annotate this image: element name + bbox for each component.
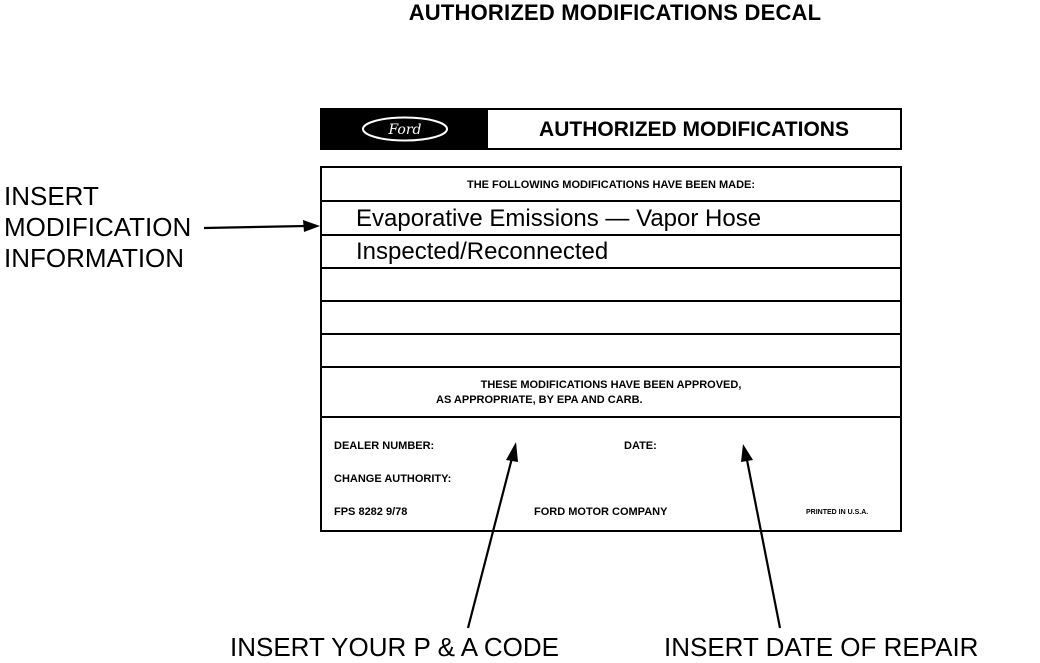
arrow-modification-info — [204, 226, 306, 228]
date-label: DATE: — [624, 440, 657, 452]
modification-line-1: Evaporative Emissions — Vapor Hose — [322, 202, 900, 236]
intro-text: THE FOLLOWING MODIFICATIONS HAVE BEEN MADE: — [322, 168, 900, 202]
arrow-pa-code — [468, 458, 512, 628]
modification-line-2: Inspected/Reconnected — [322, 235, 900, 269]
arrowhead-pa-code — [506, 442, 518, 462]
callout-modification-info-line-2: MODIFICATION — [4, 212, 192, 242]
ford-logo-text: Ford — [388, 122, 422, 138]
printed-in-usa: PRINTED IN U.S.A. — [806, 509, 869, 516]
dealer-number-label: DEALER NUMBER: — [334, 440, 435, 452]
company-name: FORD MOTOR COMPANY — [534, 506, 668, 518]
callout-modification-info-line-3: INFORMATION — [4, 243, 185, 273]
arrow-repair-date — [747, 460, 780, 628]
change-authority-label: CHANGE AUTHORITY: — [334, 473, 452, 485]
callout-repair-date: INSERT DATE OF REPAIR — [664, 632, 979, 662]
arrowhead-repair-date — [741, 444, 753, 462]
callout-pa-code: INSERT YOUR P & A CODE — [230, 632, 559, 662]
page-title: AUTHORIZED MODIFICATIONS DECAL — [408, 0, 822, 25]
approval-line-1: THESE MODIFICATIONS HAVE BEEN APPROVED, — [480, 379, 742, 391]
decal-heading: AUTHORIZED MODIFICATIONS — [539, 118, 849, 141]
part-number: FPS 8282 9/78 — [334, 506, 408, 518]
callout-modification-info-line-1: INSERT — [4, 181, 99, 211]
approval-line-2: AS APPROPRIATE, BY EPA AND CARB. — [436, 394, 643, 406]
arrowhead-modification-info — [303, 220, 320, 232]
